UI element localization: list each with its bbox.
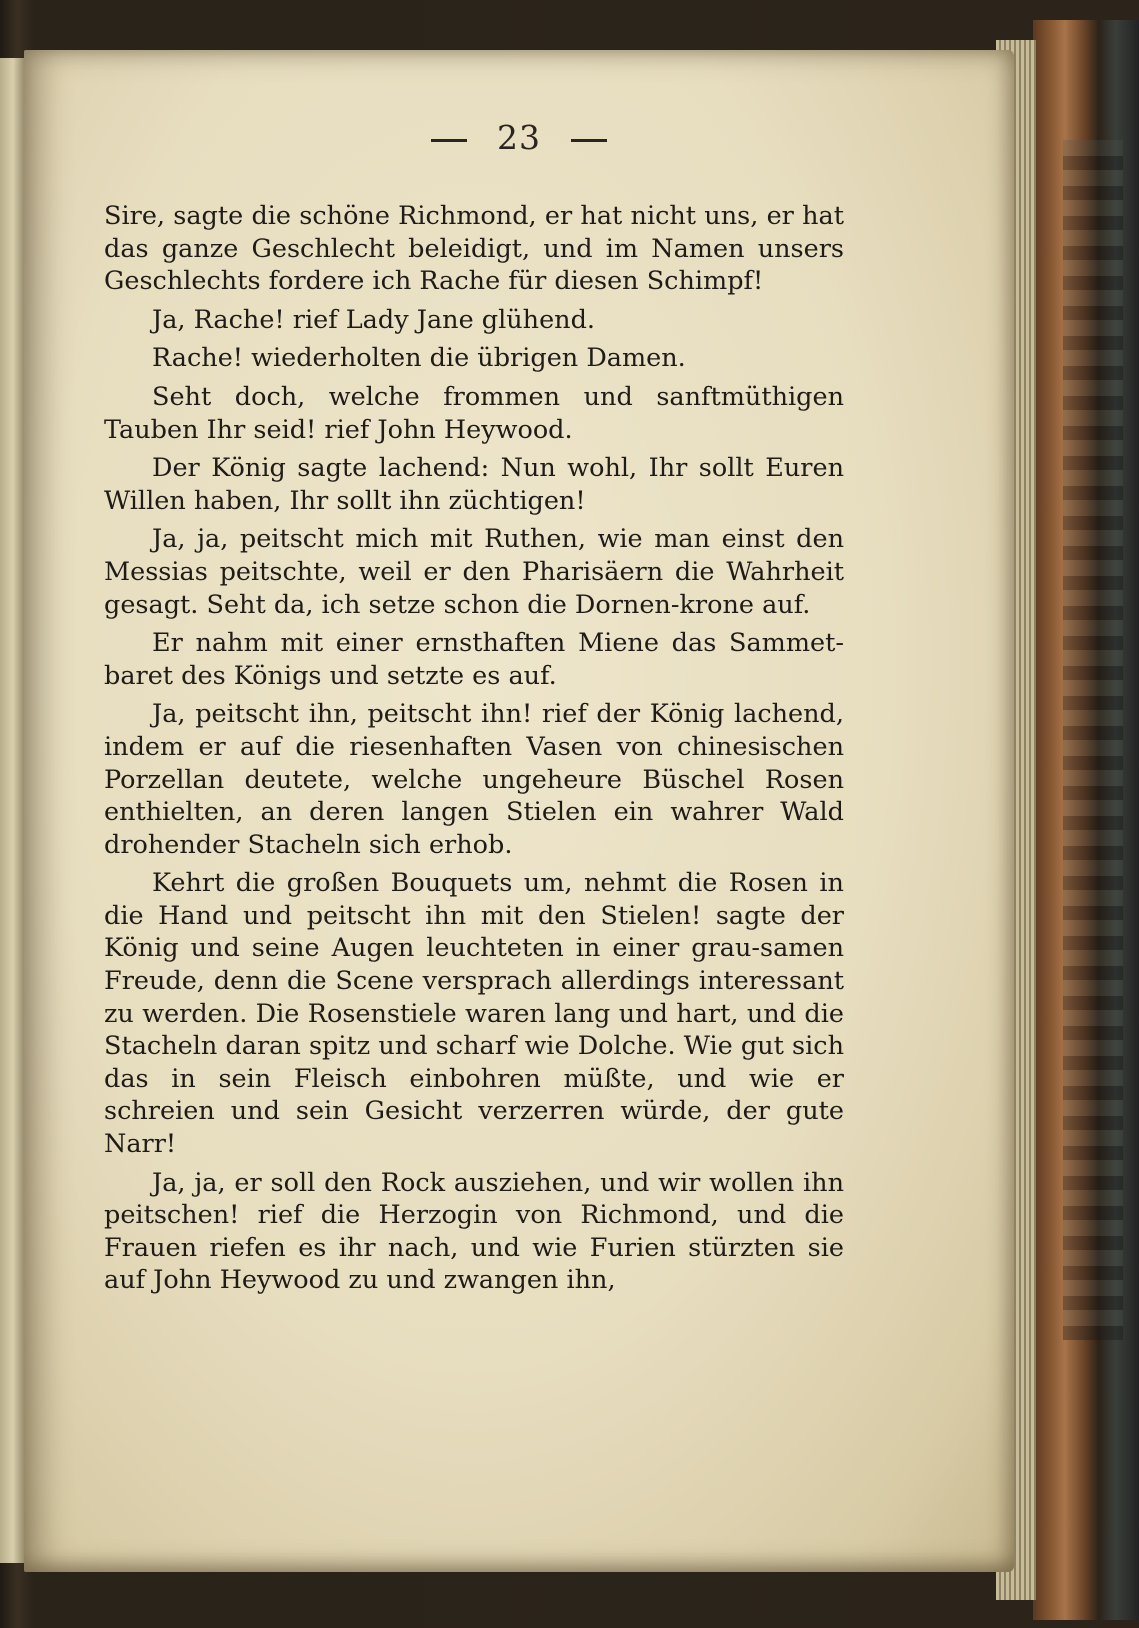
- paragraph: Rache! wiederholten die übrigen Damen.: [152, 343, 686, 374]
- paragraph: Ja, ja, peitscht mich mit Ruthen, wie man einst den Messias peitschte, weil er den Pharisäern die Wahrheit gesagt. Seht da, ich setze schon die Dornen-krone auf.: [104, 524, 844, 620]
- page-number: 23: [497, 118, 541, 157]
- book-cover-edge: [1033, 20, 1139, 1620]
- paragraph: Ja, peitscht ihn, peitscht ihn! rief der König lachend, indem er auf die riesenhaften Vasen von chinesischen Porzellan deutete, welche ungeheure Büschel Rosen enthielten, an deren langen Stielen ein wahrer Wald drohender Stacheln sich erhob.: [104, 699, 844, 860]
- paragraph: Ja, Rache! rief Lady Jane glühend.: [152, 304, 596, 335]
- book-page: [24, 50, 1014, 1572]
- paragraph: Der König sagte lachend: Nun wohl, Ihr sollt Euren Willen haben, Ihr sollt ihn züchtigen!: [104, 453, 844, 516]
- paragraph: Sire, sagte die schöne Richmond, er hat nicht uns, er hat das ganze Geschlecht beleidigt, und im Namen unsers Geschlechts fordere ich Rache für diesen Schimpf!: [104, 201, 844, 297]
- body-text: [104, 200, 844, 1303]
- header-dash-left: [431, 139, 467, 142]
- paragraph: Er nahm mit einer ernsthaften Miene das Sammet-baret des Königs und setzte es auf.: [104, 628, 844, 691]
- page-header: [24, 118, 1014, 157]
- header-dash-right: [571, 139, 607, 142]
- paragraph: Kehrt die großen Bouquets um, nehmt die Rosen in die Hand und peitscht ihn mit den Stielen! sagte der König und seine Augen leuchteten in einer grau-samen Freude, denn die Scene versprach allerdings interessant zu werden. Die Rosenstiele waren lang und hart, und die Stacheln daran spitz und scharf wie Dolche. Wie gut sich das in sein Fleisch einbohren müßte, und wie er schreien und sein Gesicht verzerren würde, der gute Narr!: [104, 868, 844, 1160]
- paragraph: Seht doch, welche frommen und sanftmüthigen Tauben Ihr seid! rief John Heywood.: [104, 381, 844, 445]
- paragraph: Ja, ja, er soll den Rock ausziehen, und wir wollen ihn peitschen! rief die Herzogin von Richmond, und die Frauen riefen es ihr nach, und wie Furien stürzten sie auf John Heywood zu und zwangen ihn,: [104, 1167, 844, 1296]
